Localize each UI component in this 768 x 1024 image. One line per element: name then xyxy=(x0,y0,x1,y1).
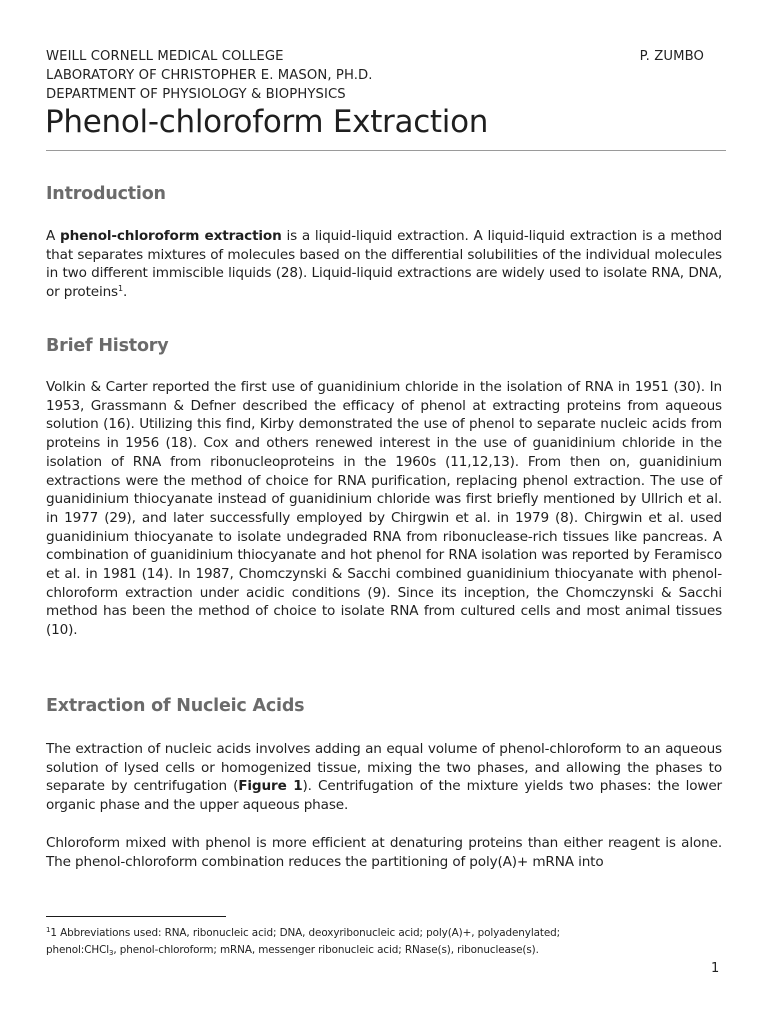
extraction-p1-prefix: The extraction of nucleic acids involves adding an equal volume of phenol-chloroform to an aqueous solution of lysed cells or homogenized tissue, mixing the two phases, and allowing the phases to separate by centrifugation ( xyxy=(46,741,722,795)
lab-name: LABORATORY OF CHRISTOPHER E. MASON, PH.D. xyxy=(46,68,373,83)
page-number: 1 xyxy=(711,961,720,976)
extraction-paragraph-1 xyxy=(46,740,722,815)
footnote-marker: 1 xyxy=(46,926,51,934)
brief-history-heading: Brief History xyxy=(46,336,169,356)
title-divider xyxy=(46,150,726,151)
department-name: DEPARTMENT OF PHYSIOLOGY & BIOPHYSICS xyxy=(46,87,346,102)
author-name: P. ZUMBO xyxy=(639,49,704,64)
header-row-2 xyxy=(46,66,726,85)
intro-text: is a liquid-liquid extraction. A liquid-liquid extraction is a method that separates mixtures of molecules based on the differential solubilities of the individual molecules in two different immiscible liquids (28). Liquid-liquid extractions are widely used to isolate RNA, DNA, or proteins xyxy=(46,228,722,301)
extraction-paragraph-2: Chloroform mixed with phenol is more efficient at denaturing proteins than either reagent is alone. The phenol-chloroform combination reduces the partitioning of poly(A)+ mRNA into xyxy=(46,835,722,870)
institution-name: WEILL CORNELL MEDICAL COLLEGE xyxy=(46,49,284,64)
figure-reference[interactable]: Figure 1 xyxy=(238,778,303,795)
extraction-p1-suffix: ). Centrifugation of the mixture yields two phases: the lower organic phase and the upper aqueous phase. xyxy=(46,778,722,814)
footnote-divider xyxy=(46,916,226,917)
page-title: Phenol-chloroform Extraction xyxy=(45,104,489,140)
footnote-line-2-suffix: , phenol-chloroform; mRNA, messenger ribonucleic acid; RNase(s), ribonuclease(s). xyxy=(113,943,539,956)
intro-suffix: . xyxy=(122,284,128,301)
footnote-line-2-prefix: phenol:CHCl xyxy=(46,943,110,956)
footnote-line-1: 1 Abbreviations used: RNA, ribonucleic acid; DNA, deoxyribonucleic acid; poly(A)+, polyadenylated; xyxy=(50,927,561,939)
page-header xyxy=(46,47,726,104)
footnote xyxy=(46,925,706,958)
header-row-1 xyxy=(46,47,726,66)
footnote-reference[interactable]: 1 xyxy=(117,284,123,294)
brief-history-paragraph: Volkin & Carter reported the first use of guanidinium chloride in the isolation of RNA in 1951 (30). In 1953, Grassmann & Defner described the efficacy of phenol at extracting proteins from aqueous solution (16). Utilizing this find, Kirby demonstrated the use of phenol to separate nucleic acids from proteins in 1956 (18). Cox and others renewed interest in the use of guanidinium chloride in the isolation of RNA from ribonucleoproteins in the 1960s (11,12,13). From then on, guanidinium extractions were the method of choice for RNA purification, replacing phenol extraction. The use of guanidinium thiocyanate instead of guanidinium chloride was first briefly mentioned by Ullrich et al. in 1977 (29), and later successfully employed by Chirgwin et al. in 1979 (8). Chirgwin et al. used guanidinium thiocyanate to isolate undegraded RNA from ribonuclease-rich tissues like pancreas. A combination of guanidinium thiocyanate and hot phenol for RNA isolation was reported by Feramisco et al. in 1981 (14). In 1987, Chomczynski & Sacchi combined guanidinium thiocyanate with phenol-chloroform extraction under acidic conditions (9). Since its inception, the Chomczynski & Sacchi method has been the method of choice to isolate RNA from cultured cells and most animal tissues (10). xyxy=(46,379,722,639)
intro-bold-term: phenol-chloroform extraction xyxy=(60,228,282,244)
introduction-paragraph xyxy=(46,227,722,302)
introduction-heading: Introduction xyxy=(46,184,166,204)
intro-prefix: A xyxy=(46,228,60,244)
extraction-heading: Extraction of Nucleic Acids xyxy=(46,696,305,716)
footnote-subscript: 3 xyxy=(109,948,114,957)
header-row-3 xyxy=(46,85,726,104)
